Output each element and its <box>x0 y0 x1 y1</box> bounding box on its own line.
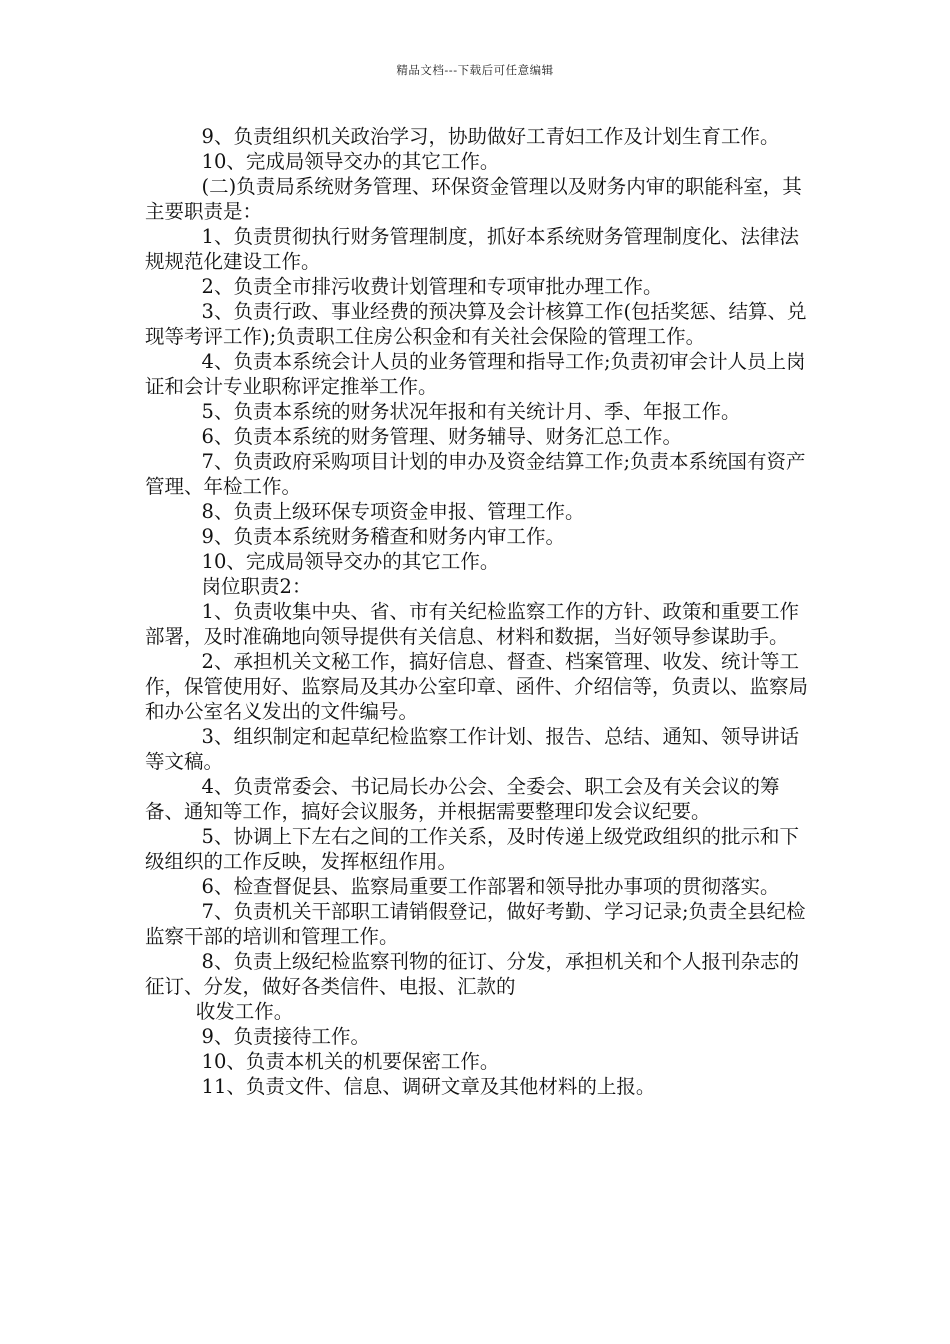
paragraph-finance-7: 7、负责政府采购项目计划的申办及资金结算工作;负责本系统国有资产管理、年检工作。 <box>145 450 806 498</box>
paragraph-duty2-11: 11、负责文件、信息、调研文章及其他材料的上报。 <box>201 1075 656 1098</box>
paragraph-duty2-7: 7、负责机关干部职工请销假登记，做好考勤、学习记录;负责全县纪检监察干部的培训和管理工作。 <box>145 900 806 948</box>
paragraph-duty2-10: 10、负责本机关的机要保密工作。 <box>201 1050 500 1073</box>
paragraph-duty2-6: 6、检查督促县、监察局重要工作部署和领导批办事项的贯彻落实。 <box>201 875 780 898</box>
paragraph-9-political-study: 9、负责组织机关政治学习，协助做好工青妇工作及计划生育工作。 <box>201 125 780 148</box>
paragraph-duty2-5: 5、协调上下左右之间的工作关系，及时传递上级党政组织的批示和下级组织的工作反映，发挥枢纽作用。 <box>145 825 799 873</box>
paragraph-finance-6: 6、负责本系统的财务管理、财务辅导、财务汇总工作。 <box>201 425 682 448</box>
page-header: 精品文档---下载后可任意编辑 <box>396 63 554 77</box>
section-heading-duty-2: 岗位职责2： <box>201 575 312 598</box>
paragraph-10-other-work: 10、完成局领导交办的其它工作。 <box>201 150 500 173</box>
paragraph-finance-9: 9、负责本系统财务稽查和财务内审工作。 <box>201 525 565 548</box>
paragraph-finance-4: 4、负责本系统会计人员的业务管理和指导工作;负责初审会计人员上岗证和会计专业职称评定推举工作。 <box>145 350 806 398</box>
paragraph-finance-3: 3、负责行政、事业经费的预决算及会计核算工作(包括奖惩、结算、兑现等考评工作);负责职工住房公积金和有关社会保险的管理工作。 <box>145 300 807 348</box>
paragraph-finance-5: 5、负责本系统的财务状况年报和有关统计月、季、年报工作。 <box>201 400 741 423</box>
paragraph-finance-2: 2、负责全市排污收费计划管理和专项审批办理工作。 <box>201 275 663 298</box>
paragraph-duty2-1: 1、负责收集中央、省、市有关纪检监察工作的方针、政策和重要工作部署，及时准确地向领导提供有关信息、材料和数据，当好领导参谋助手。 <box>145 600 799 648</box>
paragraph-duty2-8: 8、负责上级纪检监察刊物的征订、分发，承担机关和个人报刊杂志的征订、分发，做好各类信件、电报、汇款的 <box>145 950 799 998</box>
paragraph-section-two-heading: (二)负责局系统财务管理、环保资金管理以及财务内审的职能科室，其主要职责是： <box>145 175 802 223</box>
paragraph-duty2-4: 4、负责常委会、书记局长办公会、全委会、职工会及有关会议的筹备、通知等工作，搞好会议服务，并根据需要整理印发会议纪要。 <box>145 775 780 823</box>
paragraph-finance-8: 8、负责上级环保专项资金申报、管理工作。 <box>201 500 585 523</box>
paragraph-finance-1: 1、负责贯彻执行财务管理制度，抓好本系统财务管理制度化、法律法规规范化建设工作。 <box>145 225 799 273</box>
document-body <box>145 124 815 1099</box>
paragraph-duty2-9: 9、负责接待工作。 <box>201 1025 370 1048</box>
paragraph-duty2-3: 3、组织制定和起草纪检监察工作计划、报告、总结、通知、领导讲话等文稿。 <box>145 725 799 773</box>
paragraph-finance-10: 10、完成局领导交办的其它工作。 <box>201 550 500 573</box>
paragraph-duty2-2: 2、承担机关文秘工作，搞好信息、督查、档案管理、收发、统计等工作，保管使用好、监察局及其办公室印章、函件、介绍信等，负责以、监察局和办公室名义发出的文件编号。 <box>145 650 809 723</box>
paragraph-duty2-8-continued: 收发工作。 <box>195 1000 294 1023</box>
